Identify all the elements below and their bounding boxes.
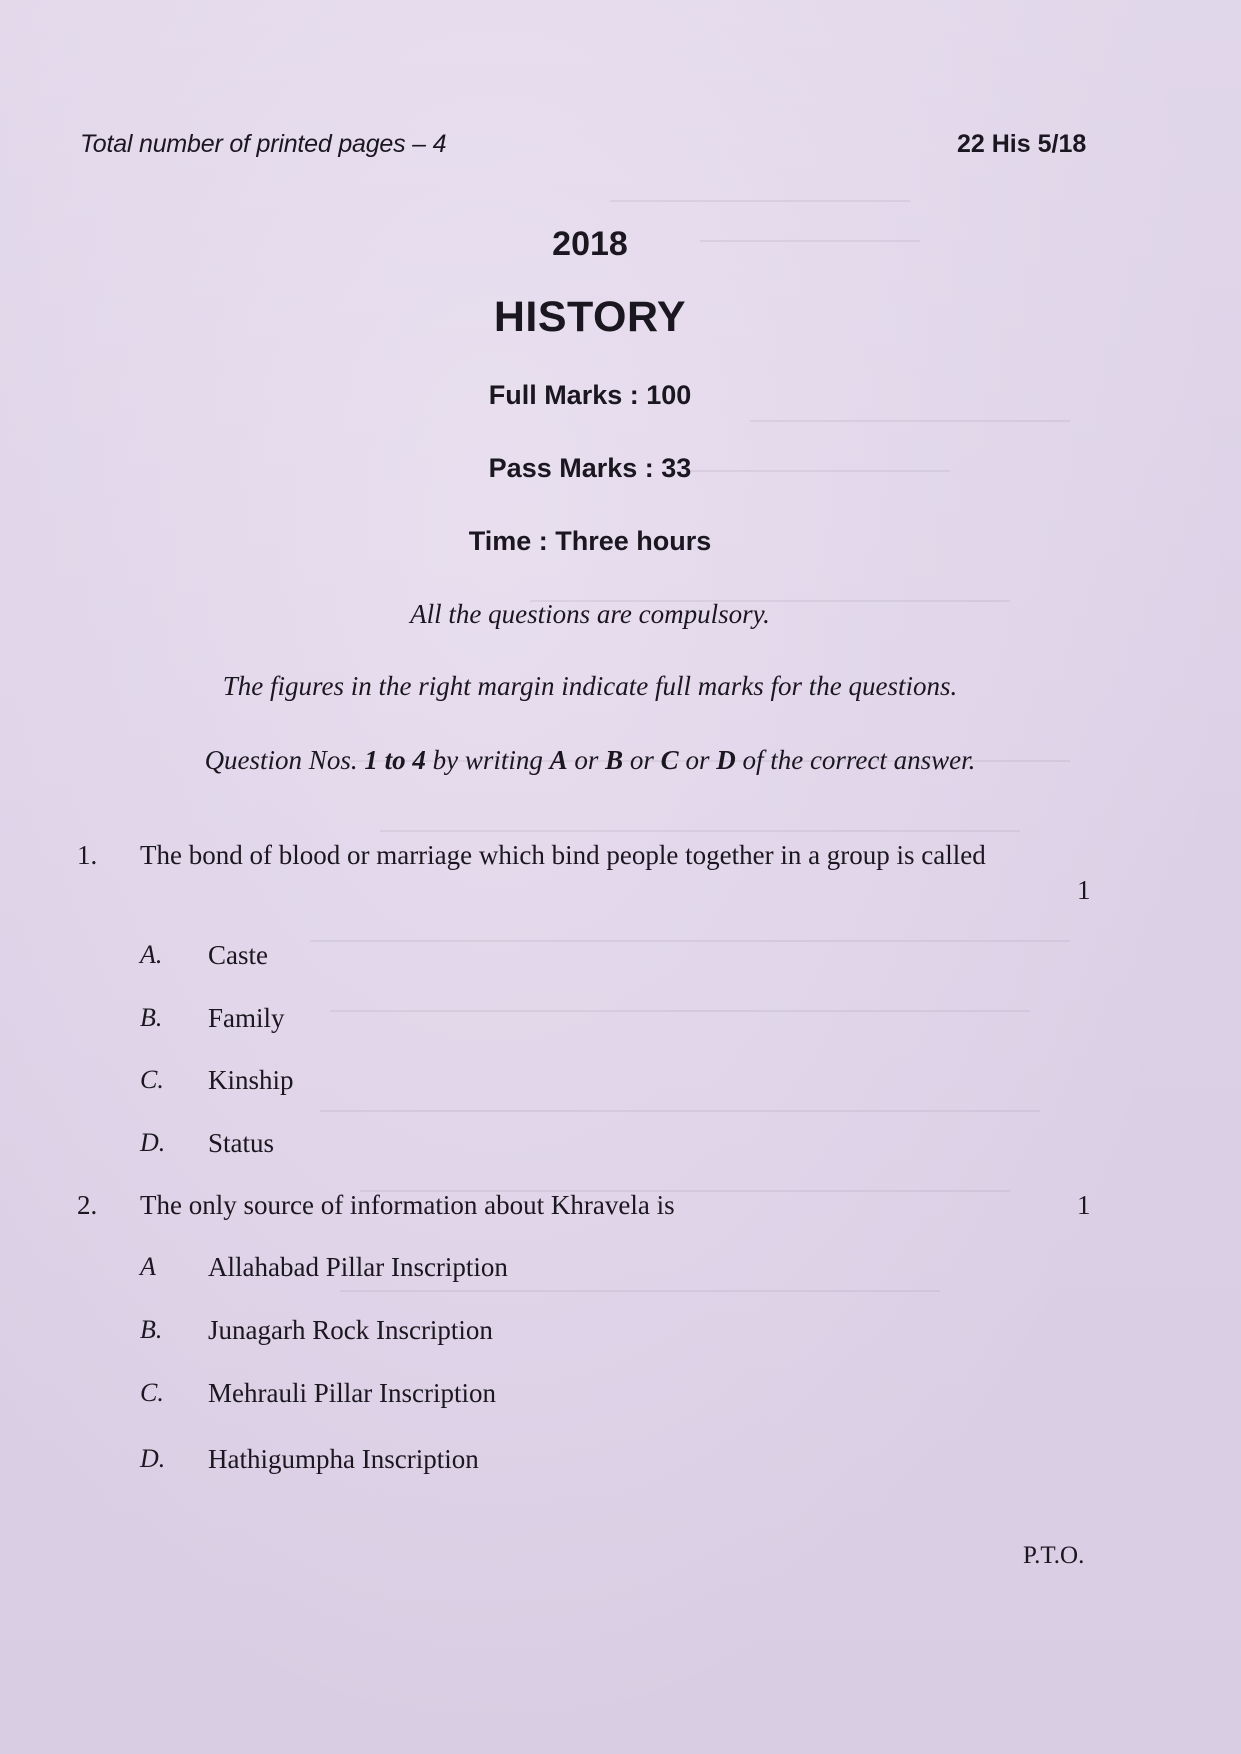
exam-year: 2018 [552,225,628,263]
option-text: Hathigumpha Inscription [208,1444,479,1474]
printed-pages-note: Total number of printed pages – 4 [80,130,447,158]
option-letter: B. [140,1003,163,1032]
instruction-compulsory: All the questions are compulsory. [410,599,770,629]
option-text: Allahabad Pillar Inscription [208,1252,508,1282]
option-letter: C. [140,1378,164,1407]
question-text: The bond of blood or marriage which bind people together in a group is called [140,840,986,870]
option-letter: A. [140,940,163,969]
please-turn-over: P.T.O. [1023,1542,1085,1569]
option-letter: D. [140,1444,166,1473]
bleed-through-texture [230,180,1050,1480]
option-text: Family [208,1003,285,1033]
exam-time: Time : Three hours [468,526,712,556]
question-number: 2. [77,1190,98,1220]
option-letter: C. [140,1065,164,1094]
option-text: Status [208,1128,275,1158]
option-text: Mehrauli Pillar Inscription [208,1378,496,1408]
question-marks: 1 [1077,1190,1091,1220]
instruction-answer-format: Question Nos. 1 to 4 by writing A or B or C or D of the correct answer. [204,745,976,775]
pass-marks: Pass Marks : 33 [488,453,692,483]
option-letter: A [140,1252,156,1281]
question-marks: 1 [1077,875,1091,905]
question-text: The only source of information about Khravela is [140,1190,675,1220]
option-letter: D. [140,1128,166,1157]
option-text: Caste [208,940,268,970]
exam-subject: HISTORY [493,293,687,341]
option-letter: B. [140,1315,163,1344]
full-marks: Full Marks : 100 [488,380,692,410]
instruction-figures: The figures in the right margin indicate full marks for the questions. [222,671,958,701]
option-text: Kinship [208,1065,294,1095]
paper-code: 22 His 5/18 [957,130,1087,158]
question-number: 1. [77,840,98,870]
option-text: Junagarh Rock Inscription [208,1315,493,1345]
